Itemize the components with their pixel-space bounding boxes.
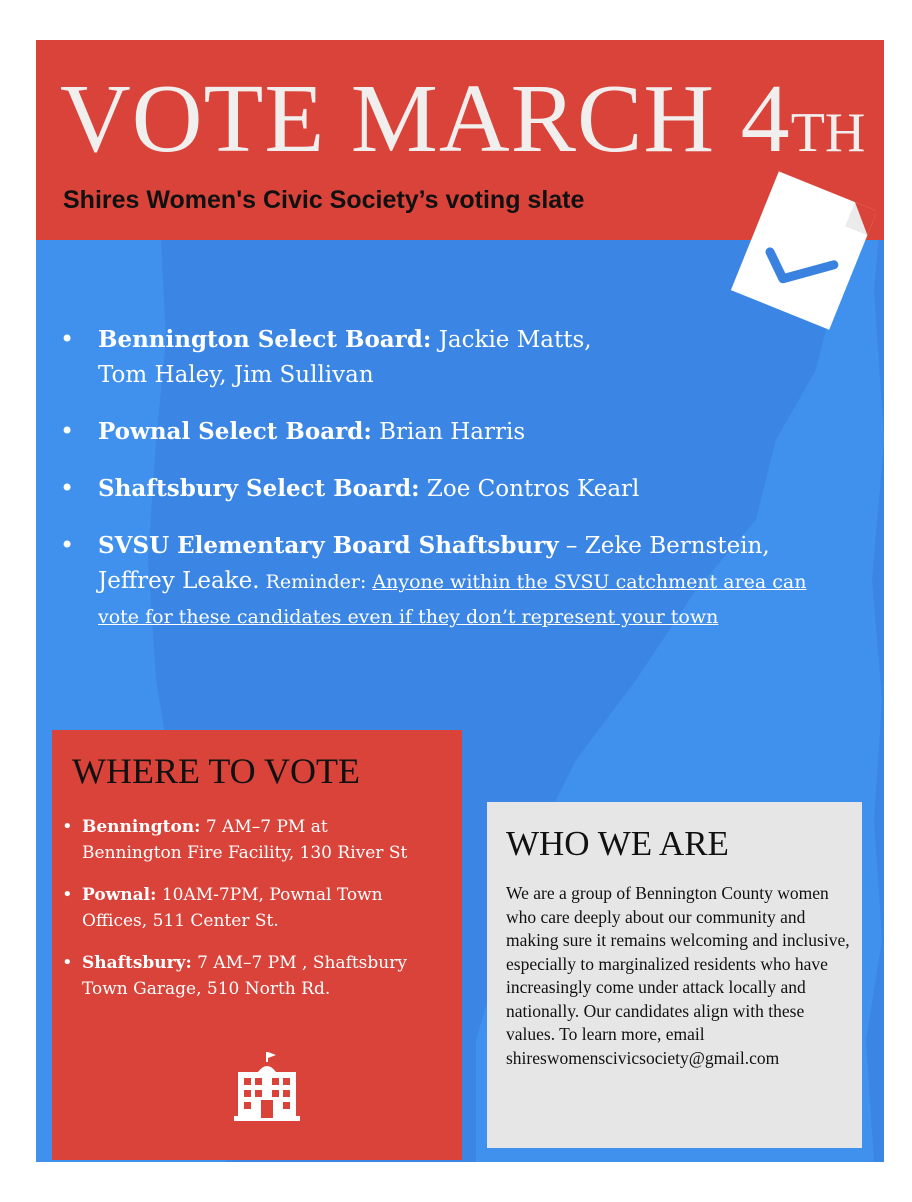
polling-details: 10AM-7PM, Pownal Town Offices, 511 Center St. (82, 885, 383, 931)
who-we-are-box (487, 802, 862, 1148)
candidate-names: Tom Haley, Jim Sullivan (98, 362, 374, 388)
candidate-names: Brian Harris (371, 419, 526, 445)
poster (36, 40, 884, 1162)
reminder-label: Reminder: (259, 571, 373, 593)
slate-item-pownal (58, 414, 838, 450)
polling-place-item (62, 882, 422, 934)
voting-slate-list (58, 322, 838, 634)
polling-details: 7 AM–7 PM , Shaftsbury Town Garage, 510 North Rd. (82, 953, 407, 999)
ballot-check-icon (726, 168, 876, 348)
title-main: VOTE MARCH 4 (60, 65, 791, 173)
office-label: Bennington Select Board: (98, 326, 432, 353)
town-hall-icon (230, 1050, 304, 1122)
subtitle: Shires Women's Civic Society’s voting slate (63, 186, 585, 214)
separator: – (558, 533, 585, 559)
slate-item-shaftsbury (58, 471, 838, 507)
who-we-are-text: We are a group of Bennington County women who care deeply about our community and making sure it remains welcoming and inclusive, especially to marginalized residents who have increasingly come under attack locally and nationally. Our candidates align with these values. To learn more, email shireswomenscivicsociety@gmail.com (506, 883, 850, 1068)
polling-details: 7 AM–7 PM at Bennington Fire Facility, 130 River St (82, 817, 408, 863)
town-name: Pownal: (82, 885, 157, 905)
candidate-names: Jackie Matts, (431, 327, 592, 353)
candidate-names: Zeke Bernstein, Jeffrey Leake. (98, 533, 770, 594)
office-label: Shaftsbury Select Board: (98, 475, 420, 502)
slate-item-bennington (58, 322, 838, 393)
polling-place-item (62, 814, 422, 866)
title-suffix: TH (790, 102, 866, 164)
office-label: SVSU Elementary Board Shaftsbury (98, 532, 559, 559)
polling-place-item (62, 950, 422, 1002)
slate-item-svsu (58, 528, 838, 634)
candidate-names: Zoe Contros Kearl (419, 476, 640, 502)
where-to-vote-box (52, 730, 462, 1160)
who-we-are-title: WHO WE ARE (506, 824, 729, 863)
polling-places-list (62, 814, 422, 1002)
where-to-vote-title: WHERE TO VOTE (72, 751, 360, 791)
town-name: Bennington: (82, 817, 201, 837)
office-label: Pownal Select Board: (98, 418, 372, 445)
town-name: Shaftsbury: (82, 953, 192, 973)
reminder-text: Anyone within the SVSU catchment area can vote for these candidates even if they don’t represent your town (98, 571, 807, 628)
